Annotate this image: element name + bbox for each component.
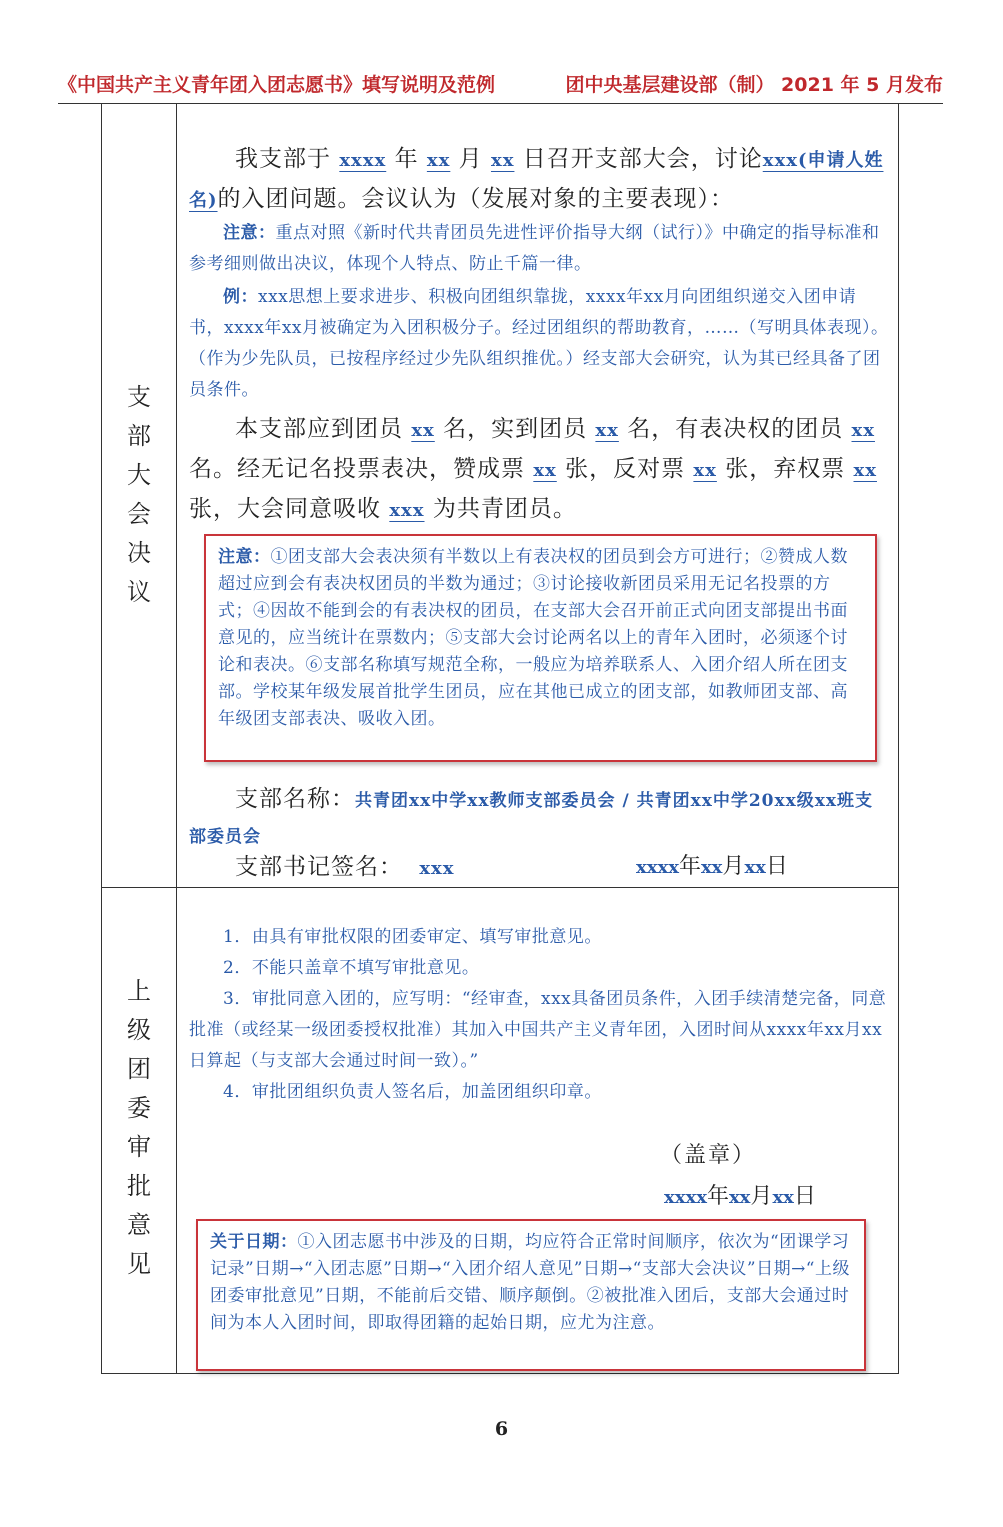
- page-number: 6: [494, 1418, 509, 1440]
- list-item: 1．由具有审批权限的团委审定、填写审批意见。: [223, 927, 602, 947]
- note-evaluation: 注意：重点对照《新时代共青团员先进性评价指导大纲（试行）》中确定的指导标准和参考细则做出决议，体现个人特点、防止千篇一律。: [189, 223, 880, 274]
- vote-result: 本支部应到团员 xx 名，实到团员 xx 名，有表决权的团员 xx 名。经无记名投票表决，赞成票 xx 张，反对票 xx 张，弃权票 xx 张，大会同意吸收 xxx 为共青团员。: [189, 416, 877, 522]
- section-label-branch-resolution: [109, 378, 169, 612]
- approval-date: xxxx年xx月xx日: [664, 1184, 816, 1209]
- list-item: 4．审批团组织负责人签名后，加盖团组织印章。: [223, 1082, 602, 1102]
- row-divider: [101, 887, 899, 888]
- list-item: 2．不能只盖章不填写审批意见。: [223, 958, 480, 978]
- accepted-name: xxx: [389, 500, 425, 521]
- label-char: 会: [127, 500, 151, 528]
- label-char: 批: [127, 1172, 151, 1200]
- votes-yes: xx: [533, 460, 557, 481]
- column-divider: [176, 104, 177, 1374]
- meeting-month: xx: [426, 150, 451, 171]
- members-total: xx: [411, 420, 435, 441]
- example-text: 例：xxx思想上要求进步、积极向团组织靠拢，xxxx年xx月向团组织递交入团申请书，xxxx年xx月被确定为入团积极分子。经过团组织的帮助教育，……（写明具体表现）。（作为少先队员，已按程序经过少先队组织推优。）经支部大会研究，认为其已经具备了团员条件。: [189, 287, 889, 400]
- label-char: 上: [127, 977, 151, 1005]
- label-char: 见: [127, 1250, 151, 1278]
- label-char: 大: [127, 461, 151, 489]
- list-item: 3．审批同意入团的，应写明：“经审查，xxx具备团员条件，入团手续清楚完备，同意批准（或经某一级团委授权批准）其加入中国共产主义青年团，入团时间从xxxx年xx月xx日算起（与支部大会通过时间一致）。”: [189, 989, 887, 1071]
- section-label-approval: [109, 972, 169, 1284]
- note-box-voting-rules: 注意：①团支部大会表决须有半数以上有表决权的团员到会方可进行；②赞成人数超过应到会有表决权团员的半数为通过；③讨论接收新团员采用无记名投票的方式；④因故不能到会的有表决权的团员，在支部大会召开前正式向团支部提出书面意见的，应当统计在票数内；⑤支部大会讨论两名以上的青年入团时，必须逐个讨论和表决。⑥支部名称填写规范全称，一般应为培养联系人、入团介绍人所在团支部。学校某年级发展首批学生团员，应在其他已成立的团支部，如教师团支部、高年级团支部表决、吸收入团。: [204, 534, 877, 762]
- label-char: 支: [127, 383, 151, 411]
- resolution-date: xxxx年xx月xx日: [636, 854, 788, 879]
- label-char: 议: [127, 578, 151, 606]
- meeting-year: xxxx: [339, 150, 387, 171]
- label-char: 意: [127, 1211, 151, 1239]
- voting-members: xx: [851, 420, 875, 441]
- secretary-signature-row: 支部书记签名： xxx: [235, 854, 455, 880]
- meeting-day: xx: [490, 150, 515, 171]
- header-title: 《中国共产主义青年团入团志愿书》填写说明及范例: [58, 74, 496, 96]
- note-box-dates: 关于日期：①入团志愿书中涉及的日期，均应符合正常时间顺序，依次为“团课学习记录”日期→“入团志愿”日期→“入团介绍人意见”日期→“支部大会决议”日期→“上级团委审批意见”日期，不能前后交错、顺序颠倒。②被批准入团后，支部大会通过时间为本人入团时间，即取得团籍的起始日期，应尤为注意。: [196, 1219, 866, 1371]
- resolution-intro: 我支部于 xxxx 年 xx 月 xx 日召开支部大会，讨论xxx(申请人姓名)的入团问题。会议认为（发展对象的主要表现）：: [189, 146, 884, 212]
- label-char: 决: [127, 539, 151, 567]
- members-present: xx: [595, 420, 619, 441]
- label-char: 团: [127, 1055, 151, 1083]
- approval-instructions: [189, 922, 889, 1108]
- secretary-signature: xxx: [419, 858, 455, 879]
- stamp-placeholder: （盖章）: [660, 1143, 757, 1168]
- label-char: 审: [127, 1133, 151, 1161]
- votes-abstain: xx: [853, 460, 877, 481]
- label-char: 部: [127, 422, 151, 450]
- applicant-name: xxx(申请人姓名): [189, 150, 884, 211]
- header-publisher: 团中央基层建设部（制） 2021 年 5 月发布: [565, 74, 943, 96]
- branch-name-value: 共青团xx中学xx教师支部委员会 / 共青团xx中学20xx级xx班支部委员会: [189, 791, 874, 847]
- votes-no: xx: [693, 460, 717, 481]
- label-char: 级: [127, 1016, 151, 1044]
- branch-name-row: 支部名称：共青团xx中学xx教师支部委员会 / 共青团xx中学20xx级xx班支部委员会: [189, 786, 874, 847]
- label-char: 委: [127, 1094, 151, 1122]
- page-header: [58, 70, 943, 102]
